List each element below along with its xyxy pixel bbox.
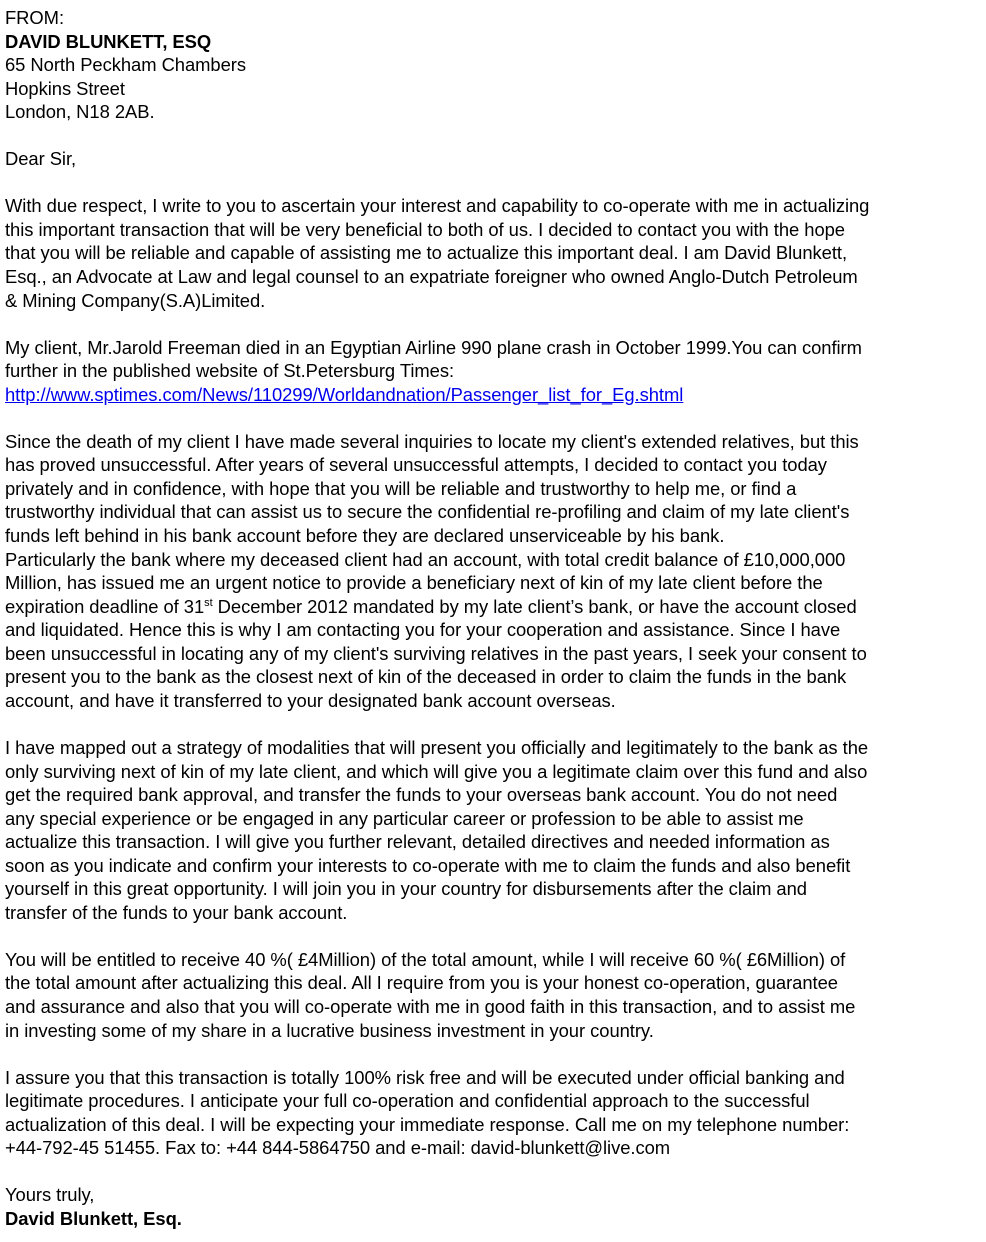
paragraph-line: further in the published website of St.Petersburg Times: (5, 360, 455, 382)
paragraph-line: funds left behind in his bank account before they are declared unserviceable by his bank. (5, 525, 725, 547)
deadline-text-after: December 2012 mandated by my late client’s bank, or have the account closed (212, 595, 857, 617)
deadline-superscript: st (204, 596, 213, 609)
paragraph-line: transfer of the funds to your bank account. (5, 901, 348, 923)
paragraph-line: soon as you indicate and confirm your interests to co-operate with me to claim the funds and also benefit (5, 854, 851, 876)
paragraph-line: this important transaction that will be very beneficial to both of us. I decided to contact you with the hope (5, 218, 845, 240)
paragraph-entitlement (5, 948, 981, 1042)
sender-address-line: 65 North Peckham Chambers (5, 54, 246, 76)
paragraph-line: You will be entitled to receive 40 %( £4Million) of the total amount, while I will receive 60 %( £6Million) of (5, 948, 846, 970)
paragraph-strategy (5, 736, 981, 924)
spacer (5, 406, 981, 430)
deadline-text-before: expiration deadline of 31 (5, 595, 205, 617)
paragraph-line: and liquidated. Hence this is why I am contacting you for your cooperation and assistance. Since I have (5, 619, 841, 641)
spacer (5, 1042, 981, 1066)
sender-address-line: London, N18 2AB. (5, 101, 155, 123)
paragraph-line: present you to the bank as the closest next of kin of the deceased in order to claim the funds in the bank (5, 666, 847, 688)
paragraph-line: only surviving next of kin of my late client, and which will give you a legitimate claim over this fund and also (5, 760, 868, 782)
paragraph-line: Since the death of my client I have made several inquiries to locate my client's extended relatives, but this (5, 430, 859, 452)
paragraph-line: get the required bank approval, and transfer the funds to your overseas bank account. You do not need (5, 784, 838, 806)
paragraph-line: & Mining Company(S.A)Limited. (5, 289, 266, 311)
paragraph-line: Million, has issued me an urgent notice to provide a beneficiary next of kin of my late client before the (5, 572, 823, 594)
paragraph-line: account, and have it transferred to your designated bank account overseas. (5, 689, 616, 711)
paragraph-line: trustworthy individual that can assist us to secure the confidential re-profiling and claim of my late client's (5, 501, 850, 523)
paragraph-line: any special experience or be engaged in any particular career or profession to be able to assist me (5, 807, 804, 829)
paragraph-line: Esq., an Advocate at Law and legal counsel to an expatriate foreigner who owned Anglo-Dutch Petroleum (5, 266, 858, 288)
paragraph-line: yourself in this great opportunity. I will join you in your country for disbursements after the claim and (5, 878, 807, 900)
paragraph-line: My client, Mr.Jarold Freeman died in an Egyptian Airline 990 plane crash in October 1999.You can confirm (5, 336, 862, 358)
spacer (5, 924, 981, 948)
paragraph-assurance (5, 1066, 981, 1160)
deadline-line (5, 595, 981, 619)
paragraph-inquiries (5, 430, 981, 713)
paragraph-line: I assure you that this transaction is totally 100% risk free and will be executed under official banking and (5, 1066, 845, 1088)
spacer (5, 1160, 981, 1184)
spacer (5, 712, 981, 736)
sptimes-link[interactable]: http://www.sptimes.com/News/110299/Worldandnation/Passenger_list_for_Eg.shtml (5, 383, 684, 405)
paragraph-line: been unsuccessful in locating any of my client's surviving relatives in the past years, I seek your consent to (5, 642, 867, 664)
letter-body (5, 6, 981, 1230)
paragraph-line: +44-792-45 51455. Fax to: +44 844-5864750 and e-mail: david-blunkett@live.com (5, 1137, 671, 1159)
spacer (5, 171, 981, 195)
link-line (5, 383, 981, 407)
paragraph-line: With due respect, I write to you to ascertain your interest and capability to co-operate with me in actualizing (5, 195, 870, 217)
from-label: FROM: (5, 7, 64, 28)
paragraph-line: legitimate procedures. I anticipate your full co-operation and confidential approach to the successful (5, 1090, 810, 1112)
spacer (5, 124, 981, 148)
sender-block (5, 6, 981, 124)
paragraph-line: actualize this transaction. I will give you further relevant, detailed directives and needed information as (5, 831, 830, 853)
sender-name: DAVID BLUNKETT, ESQ (5, 30, 212, 52)
paragraph-client (5, 336, 981, 407)
paragraph-line: the total amount after actualizing this deal. All I require from you is your honest co-operation, guarantee (5, 972, 838, 994)
paragraph-line: in investing some of my share in a lucrative business investment in your country. (5, 1019, 654, 1041)
sender-address-line: Hopkins Street (5, 77, 125, 99)
paragraph-introduction (5, 194, 981, 312)
paragraph-line: has proved unsuccessful. After years of several unsuccessful attempts, I decided to contact you today (5, 454, 827, 476)
paragraph-line: privately and in confidence, with hope that you will be reliable and trustworthy to help me, or find a (5, 477, 797, 499)
paragraph-line: and assurance and also that you will co-operate with me in good faith in this transaction, and to assist me (5, 995, 856, 1017)
greeting: Dear Sir, (5, 148, 77, 170)
closing: Yours truly, (5, 1184, 95, 1206)
paragraph-line: that you will be reliable and capable of assisting me to actualize this important deal. I am David Blunkett, (5, 242, 848, 264)
spacer (5, 312, 981, 336)
paragraph-line: Particularly the bank where my deceased client had an account, with total credit balance of £10,000,000 (5, 548, 846, 570)
paragraph-line: I have mapped out a strategy of modalities that will present you officially and legitimately to the bank as the (5, 736, 869, 758)
signature: David Blunkett, Esq. (5, 1207, 182, 1229)
paragraph-line: actualization of this deal. I will be expecting your immediate response. Call me on my telephone number: (5, 1113, 850, 1135)
